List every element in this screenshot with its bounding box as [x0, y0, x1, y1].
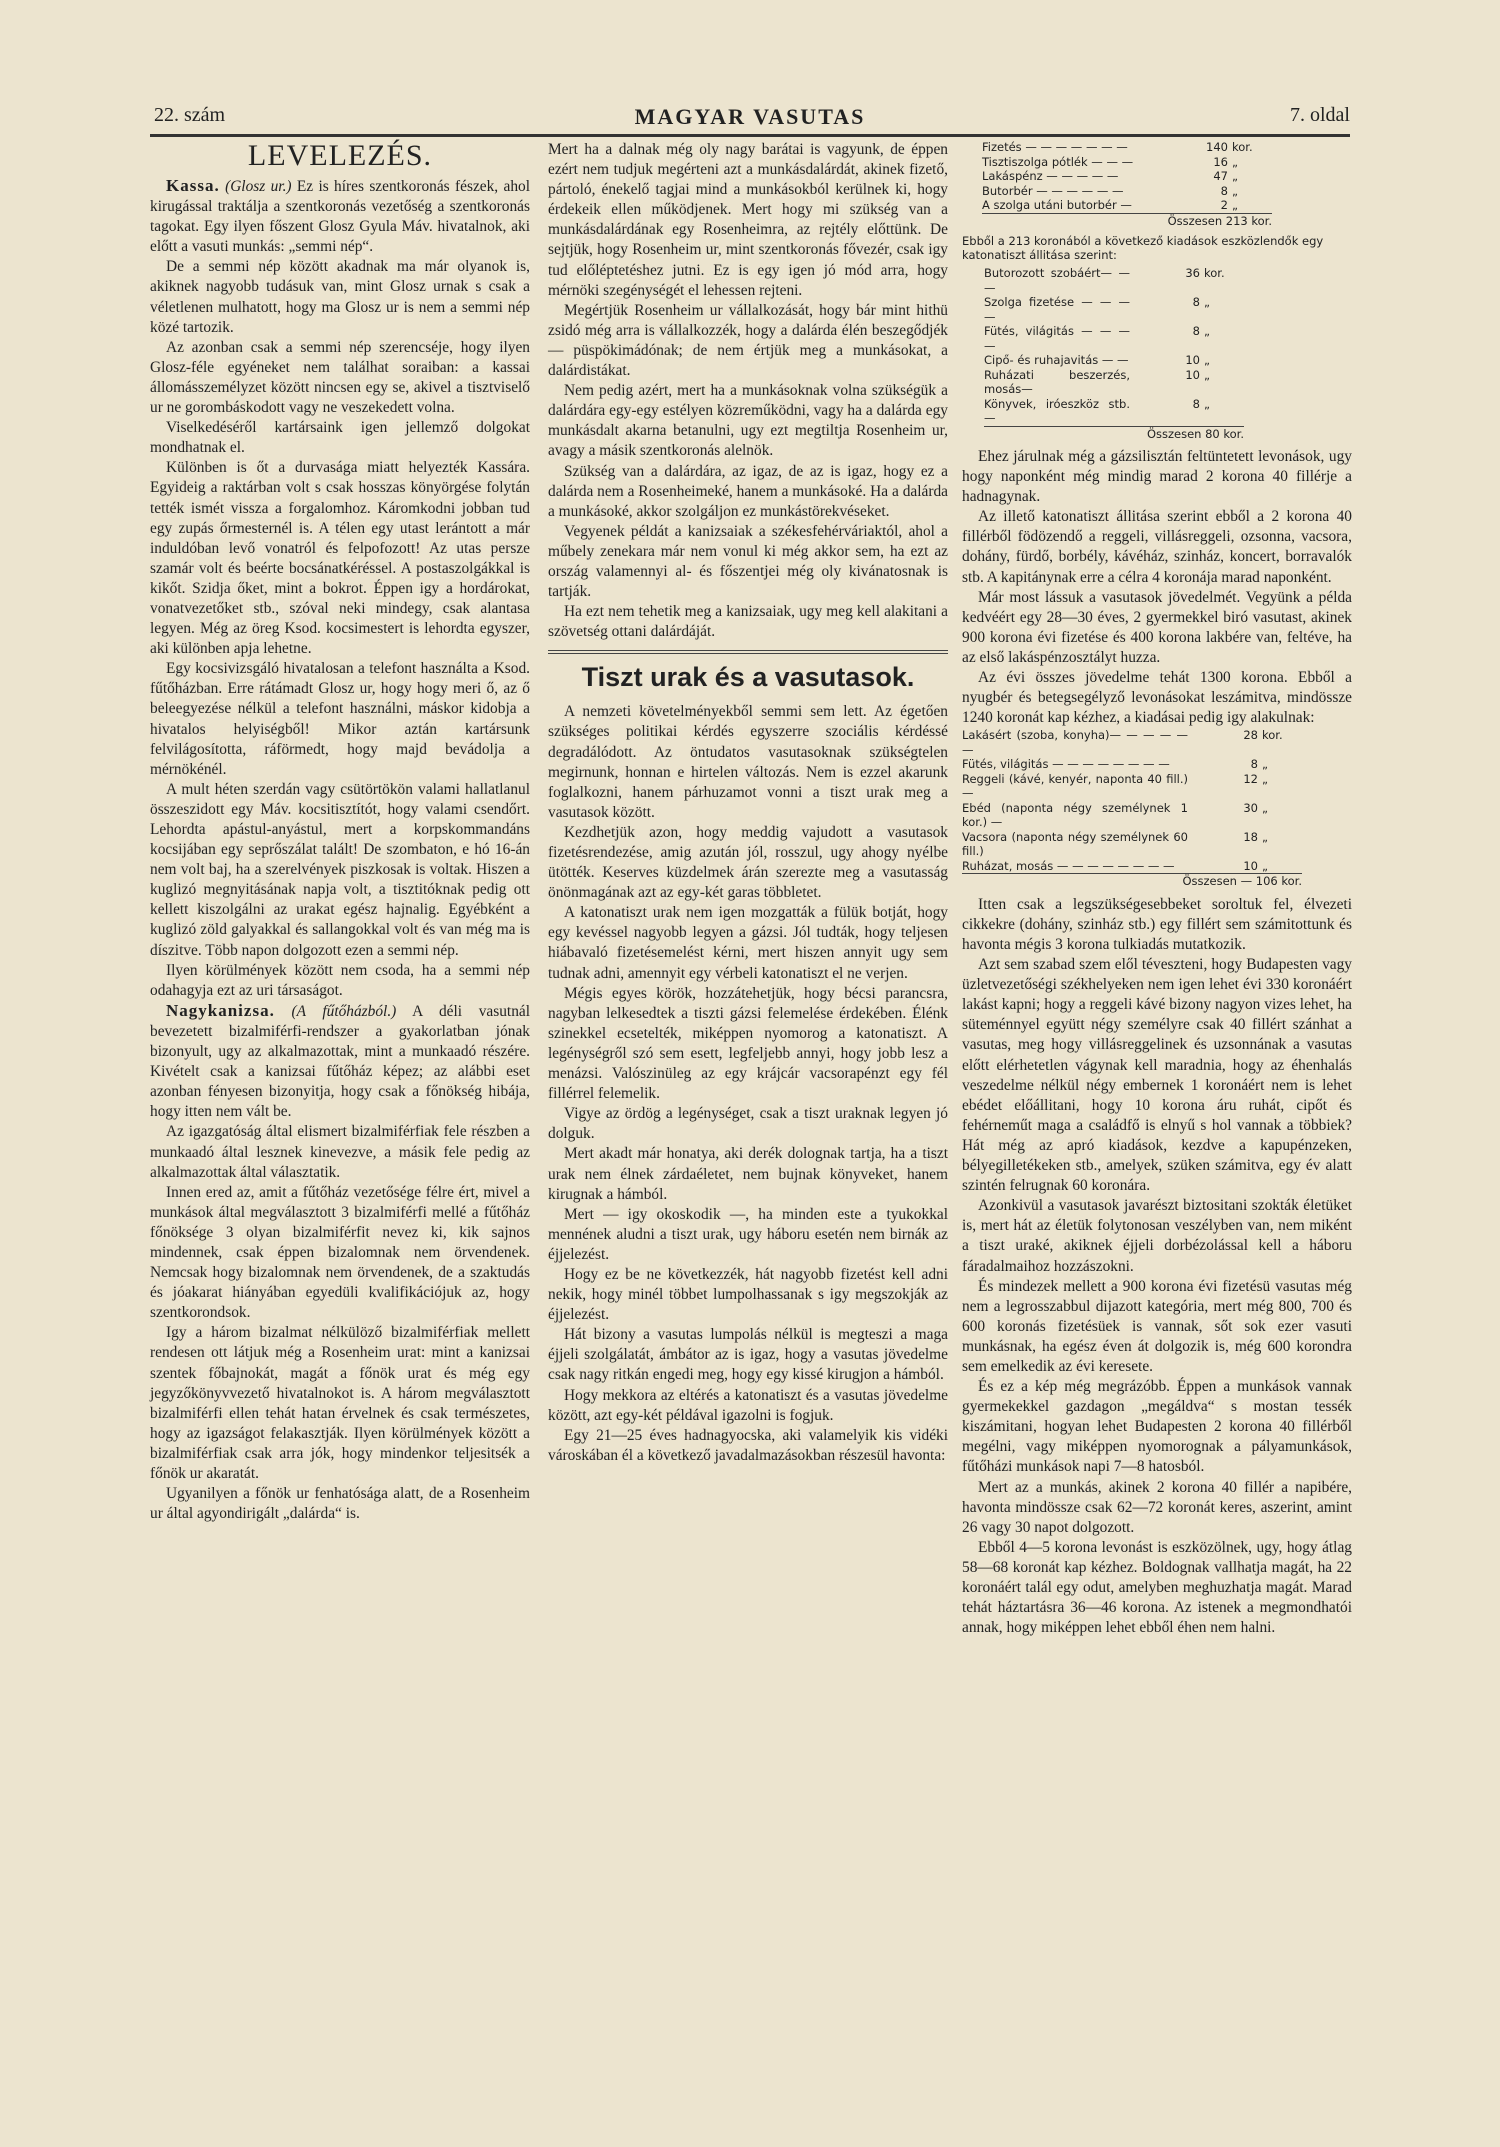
paragraph: Innen ered az, amit a fűtőház vezetősége félre ért, mivel a munkások által megválasztott 3 bizalmiférfi mellé a fűtőház főnöksége 3 olyan bizalmiférfit nevez ki, kik sajnos mindennek, csak éppen bizalomnak nem örvendenek. Nemcsak hogy bizalomnak nem örvendenek, de a szaktudás és jóakarat hiányában egyedüli kvalifikációjuk az, hogy szentkorondsok. — [150, 1183, 530, 1322]
table-row: Reggeli (kávé, kenyér, naponta 40 fill.) — 12 „ — [962, 771, 1268, 801]
paragraph: Hogy ez be ne következzék, hát nagyobb fizetést kell adni nekik, hogy minél többet lumpolhassanak s igy megszokják az éjjelezést. — [548, 1265, 948, 1324]
paragraph: Nem pedig azért, mert ha a munkásoknak volna szükségük a dalárdára egy-egy estélyen közreműködni, vagy ha a dalárda egy munkásdalt akarna betanulni, ugy ezt megtiltja Rosenheim ur, avagy a másik szentkoronás alelnök. — [548, 382, 948, 460]
officer-expense-table — [962, 266, 1244, 441]
paragraph: Hát bizony a vasutas lumpolás nélkül is megteszi a maga éjjeli szolgálatát, ámbátor az is igaz, hogy a vasutas jövedelme csak nagy ritkán engedi meg, hogy egy kissé kirugjon a hámból. — [548, 1326, 948, 1384]
paragraph: És ez a kép még megrázóbb. Éppen a munkások vannak gyermekekkel gazdagon „megáldva“ s mostan tessék kiszámitani, hogyan lehet Budapesten 2 korona 40 fillérből megélni, vagy miképpen nyomorognak a pályamunkások, fűtőházi munkások napi 7—8 hatosból. — [962, 1378, 1352, 1476]
newspaper-title: MAGYAR VASUTAS — [634, 104, 866, 129]
city-heading: Kassa. — [166, 176, 220, 195]
paragraph: A mult héten szerdán vagy csütörtökön valami hallatlanul összeszidott egy Máv. kocsitisztítót, hogy valami csendőrt. Lehordta apástul-anyástul, mert a korpskommandáns kocsijában egy seprőszálat talált! De szombaton, e hó 16-án nem volt baj, ha a szerelvények piszkosak is voltak. Hiszen a kuglizó megnyitásának napja volt, a tisztitóknak pedig ott kellett kiszolgálni az urakat egész hajnalig. Egyébként a kuglizó zöld galyakkal és sallangokkal volt és van még ma is díszitve. Több napon dolgozott ezen a semmi nép. — [150, 780, 530, 959]
table-row: Fütés, világitás — — — — 8 „ — [984, 324, 1210, 353]
paragraph: Nagykanizsa. (A fűtőházból.) A déli vasutnál bevezetett bizalmiférfi-rendszer a gyakorlatban jónak bizonyult, ugy az alkalmazottak, mint a munkaadó részére. Kivételt csak a kanizsai fűtőház képez; az alábbi eset azonban fényesen bizonyitja, hogy csak a főnökség hibája, hogy itten nem vált be. — [150, 1000, 530, 1121]
source-note: (A fűtőházból.) — [291, 1002, 397, 1020]
paragraph: Mert akadt már honatya, aki derék dolognak tartja, ha a tiszt urak nem élnek zárdaéletet, nem bujnak könyveket, hanem kirugnak a hámból. — [548, 1145, 948, 1203]
paragraph: Azonkivül a vasutasok javarészt biztositani szokták életüket is, mert hát az életük folytonosan veszélyben van, nem miként a tiszt uraké, akiknek éjjeli dorbézolással kell a háboru fáradalmaihoz hozzászokni. — [962, 1197, 1352, 1275]
page-number: 7. oldal — [1290, 104, 1350, 126]
paragraph: Az évi összes jövedelme tehát 1300 korona. Ebből a nyugbér és betegsegélyző levonásokat leszámitva, mindössze 1240 koronát kap kézhez, a kiadásai pedig igy alakulnak: — [962, 669, 1352, 727]
paragraph: Kassa. (Glosz ur.) Ez is híres szentkoronás fészek, ahol kirugással traktálja a szentkoronás vezetőség a szentkoronás tagokat. Egy ilyen főszent Glosz Gyula Máv. hivatalnok, aki előtt a vasuti munkás: „semmi nép“. — [150, 176, 530, 256]
paragraph: Mert ha a dalnak még oly nagy barátai is vagyunk, de éppen ezért nem tudjuk megérteni azt a munkásdalárdát, akinek fizető, pártoló, énekelő tagjai mind a munkásokból kerülnek ki, hogy érdekeik ellen működjenek. Mert hogy mi szükség van a munkásdalárdának egy Rosenheimra, az rejtély előttünk. De sejtjük, hogy Rosenheim ur, mint szentkoronás fővezér, csak igy tud előléptetéshez jutni. Ez is egy igen jó mód arra, hogy mérnöki szegénységét el lehessen rejteni. — [548, 141, 948, 299]
paragraph: Vegyenek példát a kanizsaiak a székesfehérváriaktól, ahol a műbely zenekara már nem vonul ki még akkor sem, ha ezt az ország valamennyi al- és főszentjei még oly kivánatosnak is tartják. — [548, 522, 948, 601]
paragraph: Egy 21—25 éves hadnagyocska, aki valamelyik kis vidéki városkában él a következő javadalmazásokban részesül havonta: — [548, 1426, 948, 1464]
paragraph: Viselkedéséről kartársaink igen jellemző dolgokat mondhatnak el. — [150, 419, 530, 457]
header-rule — [150, 134, 1350, 137]
paragraph: De a semmi nép között akadnak ma már olyanok is, akiknek nagyobb tudásuk van, mint Glosz urnak s csak a véletlenen mulhatott, hogy ma Glosz ur is nem a semmi nép közé tartozik. — [150, 258, 530, 336]
table-row: A szolga utáni butorbér — 2 „ — [982, 198, 1238, 212]
officer-income-table — [962, 140, 1272, 228]
table-total: Összesen 80 kor. — [984, 426, 1244, 442]
paragraph: Mert az a munkás, akinek 2 korona 40 fillér a napibére, havonta mindössze csak 62—72 koronát keres, aszerint, amint 26 vagy 30 napot dolgozott. — [962, 1478, 1352, 1536]
column-1 — [150, 140, 530, 1524]
table-row: Butorbér — — — — — — 8 „ — [982, 183, 1238, 198]
table-row: Ruházati beszerzés, mosás— 10 „ — [984, 367, 1210, 396]
table-row: Tisztiszolga pótlék — — — 16 „ — [982, 154, 1238, 169]
paragraph: Az azonban csak a semmi nép szerencséje, hogy ilyen Glosz-féle egyéneket nem találhat soraiban: a kassai állomásszemélyzet között nincsen egy se, akivel a tisztviselő ur ne gorombáskodott vagy ne veszekedett volna. — [150, 338, 530, 417]
paragraph: Ehez járulnak még a gázsilisztán feltüntetett levonások, ugy hogy naponként még mindig marad 2 korona 40 fillérje a hadnagynak. — [962, 448, 1352, 506]
paragraph: Kezdhetjük azon, hogy meddig vajudott a vasutasok fizetésrendezése, amig azután jól, rosszul, ugy ahogy nyélbe ütötték. Keserves küzdelmek árán szerezte meg a vasutasság önönmagának azt az egy-két garas többletet. — [548, 823, 948, 902]
table-total: Összesen — 106 kor. — [962, 873, 1302, 889]
column-2 — [548, 140, 948, 1466]
table-row: Vacsora (naponta négy személynek 60 fill.) 18 „ — [962, 829, 1268, 859]
paragraph: Ilyen körülmények között nem csoda, ha a semmi nép odahagyja ezt az uri társaságot. — [150, 961, 530, 999]
paragraph: Különben is őt a durvasága miatt helyezték Kassára. Egyideig a raktárban volt s csak hosszas könyörgése folytán tették ismét vissza a forgalomhoz. Káromkodni jobban tud egy zupás őrmesternél is. A télen egy utast lerántott a már induldóban levő vonatról és felpofozott! Az utas persze szamár volt és beérte bocsánatkéréssel. A postaszolgákkal is kikőt. Szidja őket, mint a bokrot. Éppen igy a hordárokat, vonatvezetőket stb., szóval neki mindegy, csak alantasa legyen. Még az öreg Ksod. kocsimestert is lehordta egyszer, aki különben apja lehetne. — [150, 459, 530, 658]
paragraph: És mindezek mellett a 900 korona évi fizetésü vasutas még nem a legrosszabbul dijazott kategória, mert még 800, 700 és 600 koronás fizetésüek is vannak, sőt sok ezer vasuti munkásnak, ha egész éven át dolgozik is, még 600 korondra sem emelkedik az évi keresete. — [962, 1277, 1352, 1375]
column-3 — [962, 140, 1352, 1638]
paragraph: Az illető katonatiszt állitása szerint ebből a 2 korona 40 fillérből födözendő a reggeli, villásreggeli, ozsonna, vacsora, dohány, fürdő, borbély, kávéház, szinház, koncert, borravalók stb. A kapitánynak erre a célra 4 koronája marad naponként. — [962, 508, 1352, 586]
table-row: Lakáspénz — — — — — 47 „ — [982, 169, 1238, 183]
source-note: (Glosz ur.) — [225, 178, 292, 195]
paragraph: Ha ezt nem tehetik meg a kanizsaiak, ugy meg kell alakitani a szövetség ottani dalárdáját. — [548, 603, 948, 641]
paragraph: Megértjük Rosenheim ur vállalkozását, hogy bár mint hithü zsidó még arra is vállalkozzék, hogy a dalárda élén beszegődjék — püspökimádónak; de nem értjük meg a munkásokat, a dalárdistákat. — [548, 301, 948, 380]
table-note: Ebből a 213 koronából a következő kiadások eszközlendők egy katonatiszt állitása szerint: — [962, 234, 1324, 262]
page-header — [150, 104, 1350, 134]
section-title-levelezes: LEVELEZÉS. — [247, 139, 433, 172]
paragraph: Itten csak a legszükségesebbeket soroltuk fel, élvezeti cikkekre (dohány, szinház stb.) egy fillért sem számitottunk és havonta mégis 3 korona tulkiadás mutatkozik. — [962, 895, 1352, 953]
paragraph: Egy kocsivizsgáló hivatalosan a telefont használta a Ksod. fűtőházban. Erre rátámadt Glosz ur, hogy hogy meri ő, az ő beleegyezése nélkül a telefont használni, máskor kidobja a hivatalos helyiségből! Mikor aztán kartársunk felvilágosította, ráförmedt, hogy majd bevádolja a mérnökénél. — [150, 660, 530, 778]
table-total: Összesen 213 kor. — [982, 213, 1272, 229]
paragraph: Már most lássuk a vasutasok jövedelmét. Vegyünk a példa kedvéért egy 28—30 éves, 2 gyermekkel biró vasutast, akinek 900 korona évi fizetése és 400 korona lakbére van, feltéve, ha az első lakáspénzosztályt huzza. — [962, 588, 1352, 666]
paragraph: Ugyanilyen a főnök ur fenhatósága alatt, de a Rosenheim ur által agyondirigált „dalárda“ is. — [150, 1485, 530, 1523]
article-title: Tiszt urak és a vasutasok. — [581, 662, 915, 693]
paragraph: Mégis egyes körök, hozzátehetjük, hogy bécsi parancsra, nagyban lelkesedtek a tiszti gázsi felemelése érdekében. Élénk szinekkel ecsetelték, miképpen nyomorog a katonatiszt. A legénységről szó sem esett, legfeljebb annyi, hogy jobb lesz a menázsi. Valószinüleg az egy krájcár vacsorapénzt egy fél fillérrel felemelik. — [548, 984, 948, 1103]
worker-expense-table — [962, 728, 1302, 889]
table-row: Butorozott szobáért— — — 36 kor. — [984, 266, 1225, 295]
table-row: Fizetés — — — — — — — 140 kor. — [982, 140, 1253, 154]
paragraph: Mert — igy okoskodik —, ha minden este a tyukokkal mennének aludni a tiszt urak, ugy háboru esetén nem birnák az éjjelezést. — [548, 1205, 948, 1263]
paragraph: Szükség van a dalárdára, az igaz, de az is igaz, hogy ez a dalárda nem a Rosenheimeké, hanem a munkásoké. Ha a dalárda a munkásoké, akkor szolgáljon ez munkástörekvéseket. — [548, 462, 948, 520]
paragraph: Hogy mekkora az eltérés a katonatiszt és a vasutas jövedelme között, azt egy-két példával igazolni is fogjuk. — [548, 1386, 948, 1424]
table-row: Ebéd (naponta négy személynek 1 kor.) — 30 „ — [962, 800, 1268, 830]
paragraph: A nemzeti követelményekből semmi sem lett. Az égetően szükséges politikai kérdés egyszerre szociális kérdéssé degradálódott. Az öntudatos vasutasoknak szükségtelen megirnunk, honnan e hirtelen változás. Nem is ezzel akarunk foglalkozni, hanem párhuzamot vonni a tiszt urak meg a vasutasok között. — [548, 703, 948, 821]
table-row: Ruházat, mosás — — — — — — — — 10 „ — [962, 858, 1268, 873]
paragraph: Ebből 4—5 korona levonást is eszközölnek, ugy, hogy átlag 58—68 koronát kap kézhez. Boldognak vallhatja magát, ha 22 koronáért talál egy odut, amelyben meghuzhatja magát. Marad tehát háztartásra 36—46 korona. Az istenek a megmondhatói annak, hogy miképpen lehet ebből éhen nem halni. — [962, 1538, 1352, 1637]
paragraph: Vigye az ördög a legénységet, csak a tiszt uraknak legyen jó dolguk. — [548, 1105, 948, 1143]
paragraph: Az igazgatóság által elismert bizalmiférfiak fele részben a munkaadó által lesznek kinevezve, a másik fele pedig az alkalmazottak által választatik. — [150, 1123, 530, 1181]
section-divider — [548, 650, 948, 654]
paragraph: A katonatiszt urak nem igen mozgatták a fülük botját, hogy egy kevéssel nagyobb legyen a gázsi. Jól tudták, hogy teljesen hiábavaló fizetésemelést kérni, mert hiszen annyit ugy sem tudnak adni, amennyit egy vérbeli katonatiszt el ne verjen. — [548, 904, 948, 982]
table-row: Cipő- és ruhajavitás — — 10 „ — [984, 353, 1210, 367]
table-row: Szolga fizetése — — — — 8 „ — [984, 295, 1210, 324]
issue-number: 22. szám — [154, 104, 226, 126]
paragraph: Igy a három bizalmat nélkülöző bizalmiférfiak mellett rendesen ott látjuk még a Rosenheim urat: mint a kanizsai szentek főbajnokát, magát a főnök urat és még egy jegyzőkönyvvezető hivatalnokot is. A három megválasztott bizalmiférfi ellen tehát hatan érvelnek és csak természetes, hogy az igazságot felakasztják. Ilyen körülmények között a bizalmiférfiak csak arra jók, hogy mindenkor teljesitsék a főnök ur akaratát. — [150, 1324, 530, 1482]
table-row: Könyvek, iróeszköz stb. — 8 „ — [984, 396, 1210, 425]
table-row: Fütés, világitás — — — — — — — — 8 „ — [962, 757, 1268, 772]
paragraph: Azt sem szabad szem elől téveszteni, hogy Budapesten vagy üzletvezetőségi székhelyeken nem igen lehet évi 330 koronáért lakást kapni; hogy a reggeli kávé bizony nagyon vizes lehet, ha süteménnyel együtt négy személyre csak 40 fillért szánhat a vasutas, meg hogy villásreggelinek és uzsonnának a vasutas előtt elérhetetlen vágynak kell maradnia, hogy az éhenhalás veszedelme nélkül négy embernek 1 koronáért nem is lehet ebédet előállitani, hogy 10 korona áru ruhát, cipőt és fehérneműt maga a családfő is elnyű s hol vannak a többiek? Hát még az apró kiadások, kezdve a kapupénzeken, bélyegilletékeken stb., amelyek, szüken számitva, egy év alatt szintén felrugnak 60 koronára. — [962, 956, 1352, 1195]
city-heading: Nagykanizsa. — [166, 1000, 275, 1020]
table-row: Lakásért (szoba, konyha)— — — — — — 28 kor. — [962, 728, 1283, 757]
